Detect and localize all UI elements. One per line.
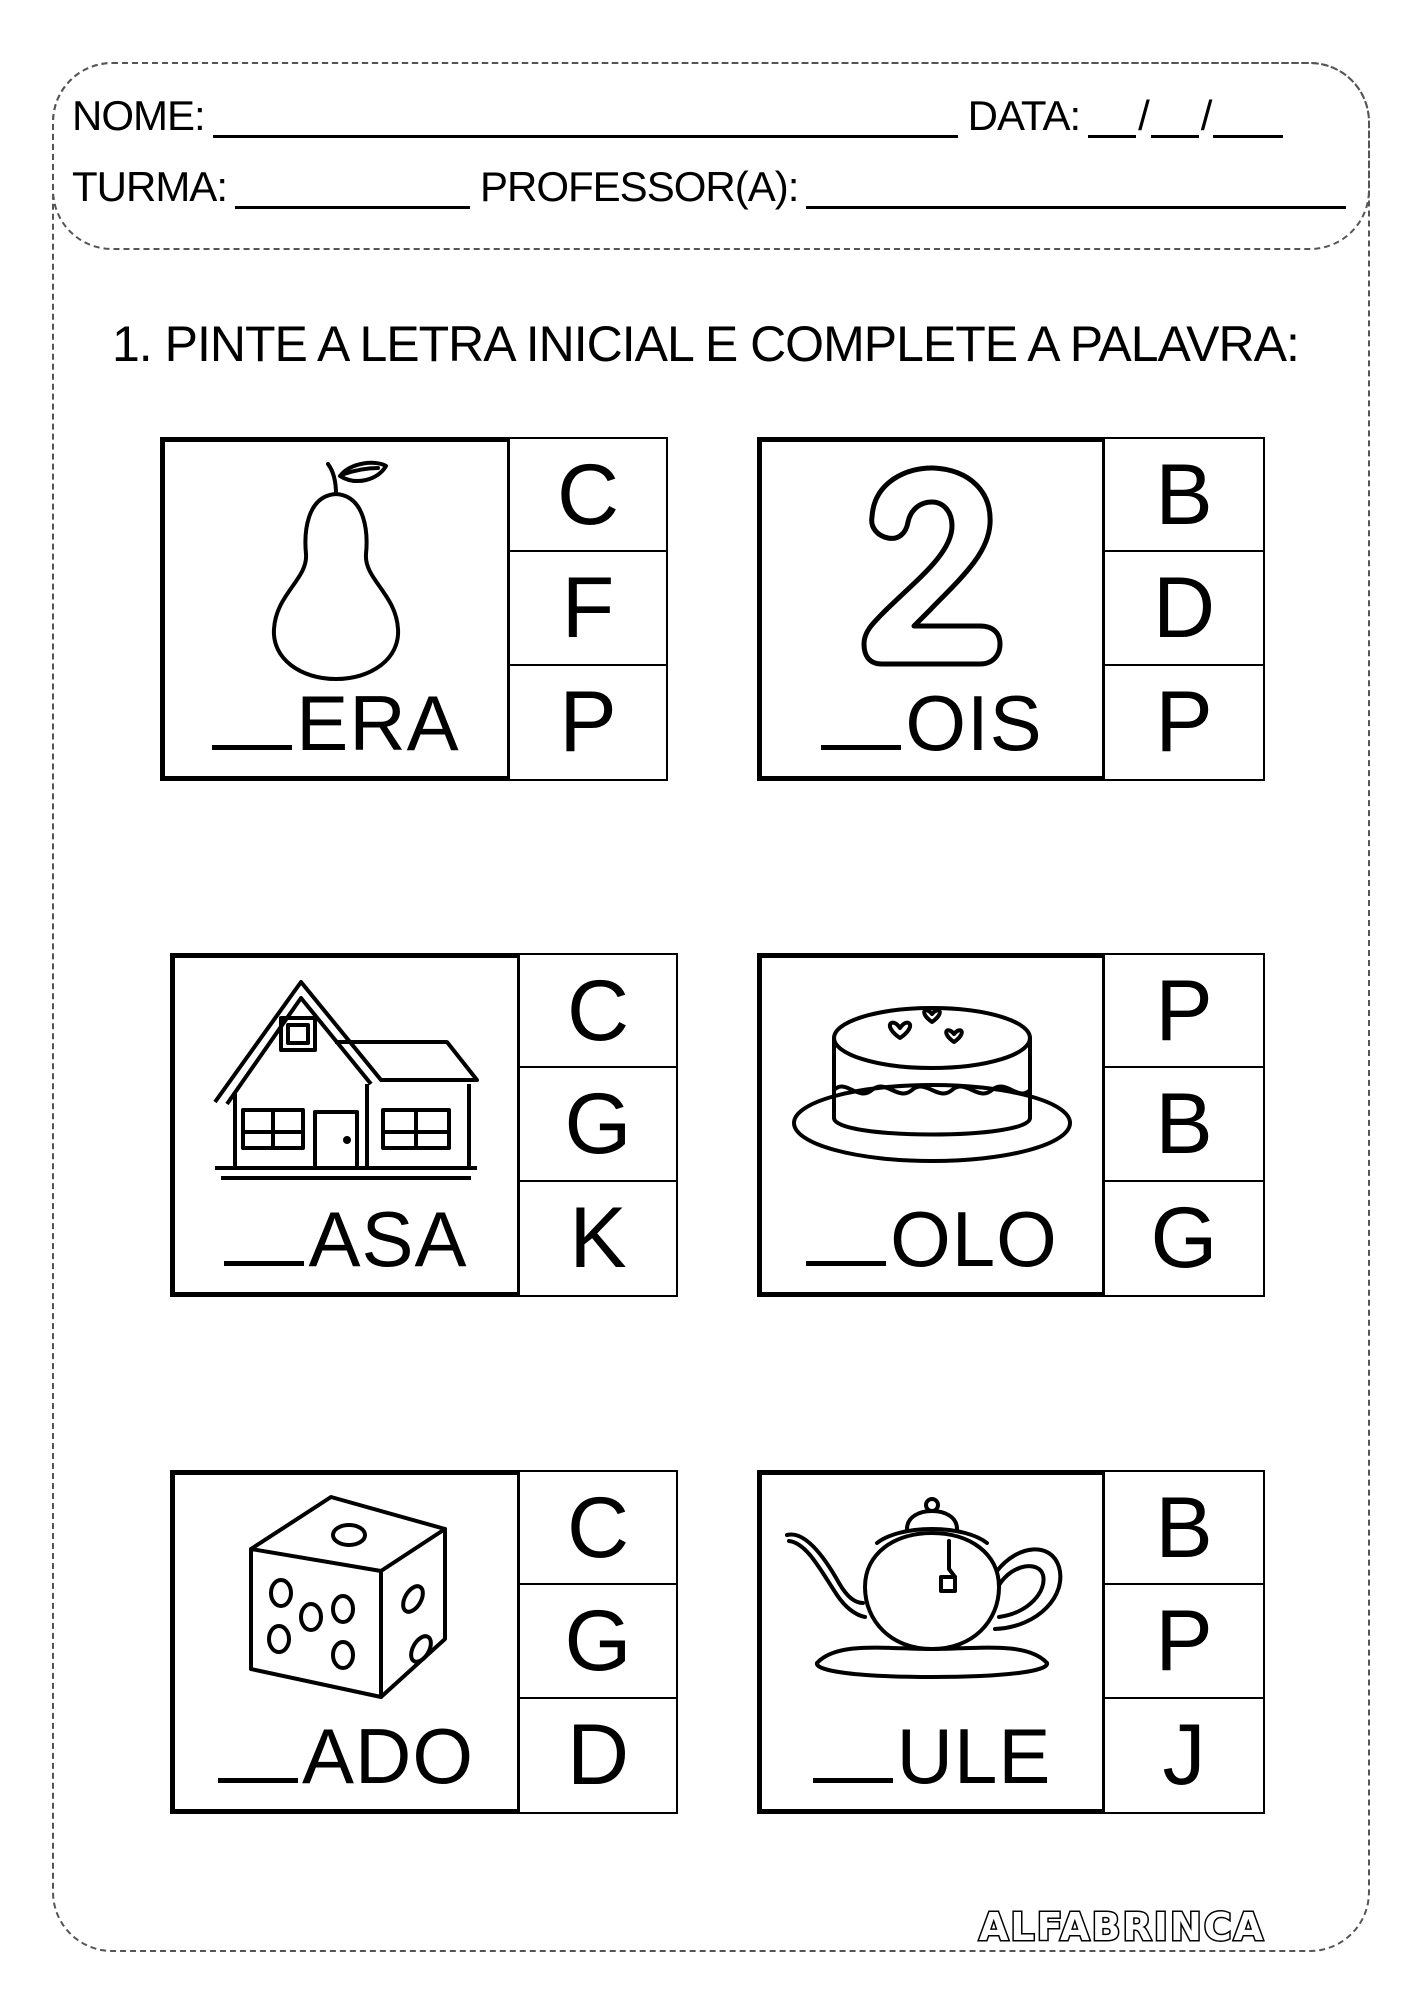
letter-options [518, 1470, 678, 1814]
letter-option[interactable]: C [510, 439, 666, 552]
answer-blank[interactable] [218, 1718, 298, 1783]
date-year-field[interactable] [1213, 101, 1283, 138]
word-to-complete [762, 1195, 1102, 1283]
answer-blank[interactable] [224, 1201, 304, 1266]
word-to-complete [762, 1712, 1102, 1800]
letter-option[interactable]: K [569, 1190, 627, 1287]
picture-box [170, 953, 522, 1297]
word-ending: OLO [890, 1195, 1058, 1283]
letter-option[interactable]: D [1105, 552, 1263, 665]
picture-box [757, 437, 1107, 781]
header-row-class [72, 163, 1356, 211]
date-separator: / [1138, 92, 1149, 139]
letter-options [1103, 437, 1265, 781]
letter-option[interactable]: P [1105, 1585, 1263, 1698]
letter-option[interactable]: F [510, 552, 666, 665]
class-label: TURMA: [72, 163, 227, 210]
word-ending: ADO [301, 1712, 475, 1800]
header-row-name [72, 92, 1293, 140]
date-day-field[interactable] [1088, 101, 1136, 138]
letter-option[interactable]: G [1150, 1190, 1218, 1287]
answer-blank[interactable] [806, 1201, 886, 1266]
letter-option[interactable]: P [559, 674, 617, 771]
house-icon [175, 972, 517, 1192]
letter-options [508, 437, 668, 781]
class-field[interactable] [235, 172, 470, 209]
answer-blank[interactable] [212, 685, 292, 750]
letter-option[interactable]: P [1155, 674, 1213, 771]
letter-option[interactable]: J [1162, 1707, 1206, 1804]
letter-option[interactable]: G [520, 1068, 676, 1181]
teacher-field[interactable] [806, 172, 1346, 209]
letter-option[interactable]: P [1105, 955, 1263, 1068]
word-ending: ULE [896, 1712, 1052, 1800]
cake-icon [762, 978, 1102, 1178]
date-month-field[interactable] [1151, 101, 1199, 138]
teacher-label: PROFESSOR(A): [480, 163, 799, 210]
letter-options [1103, 1470, 1265, 1814]
word-ending: ASA [308, 1195, 468, 1283]
dice-icon [175, 1489, 517, 1709]
letter-option[interactable]: B [1105, 1472, 1263, 1585]
letter-option[interactable]: D [566, 1707, 630, 1804]
answer-blank[interactable] [813, 1718, 893, 1783]
letter-option[interactable]: G [520, 1585, 676, 1698]
name-field[interactable] [213, 101, 958, 138]
brand-logo-text: ALFABRINCA [978, 1905, 1266, 1949]
pear-icon [165, 454, 507, 684]
word-to-complete [762, 679, 1102, 767]
letter-option[interactable]: B [1105, 439, 1263, 552]
word-to-complete [175, 1195, 517, 1283]
word-ending: OIS [905, 679, 1043, 767]
number-two-icon [762, 462, 1102, 682]
picture-box [757, 1470, 1107, 1814]
letter-options [1103, 953, 1265, 1297]
picture-box [757, 953, 1107, 1297]
letter-option[interactable]: C [520, 1472, 676, 1585]
header-box [52, 62, 1370, 250]
picture-box [160, 437, 512, 781]
letter-options [518, 953, 678, 1297]
word-to-complete [175, 1712, 517, 1800]
date-label: DATA: [967, 92, 1081, 139]
instruction-title: 1. PINTE A LETRA INICIAL E COMPLETE A PALAVRA: [112, 316, 1299, 372]
name-label: NOME: [72, 92, 205, 139]
date-separator: / [1200, 92, 1212, 139]
picture-box [170, 1470, 522, 1814]
word-to-complete [165, 679, 507, 767]
letter-option[interactable]: C [520, 955, 676, 1068]
answer-blank[interactable] [821, 685, 901, 750]
letter-option[interactable]: B [1105, 1068, 1263, 1181]
word-ending: ERA [296, 679, 460, 767]
brand-logo [962, 1896, 1282, 1961]
teapot-icon [762, 1491, 1102, 1691]
